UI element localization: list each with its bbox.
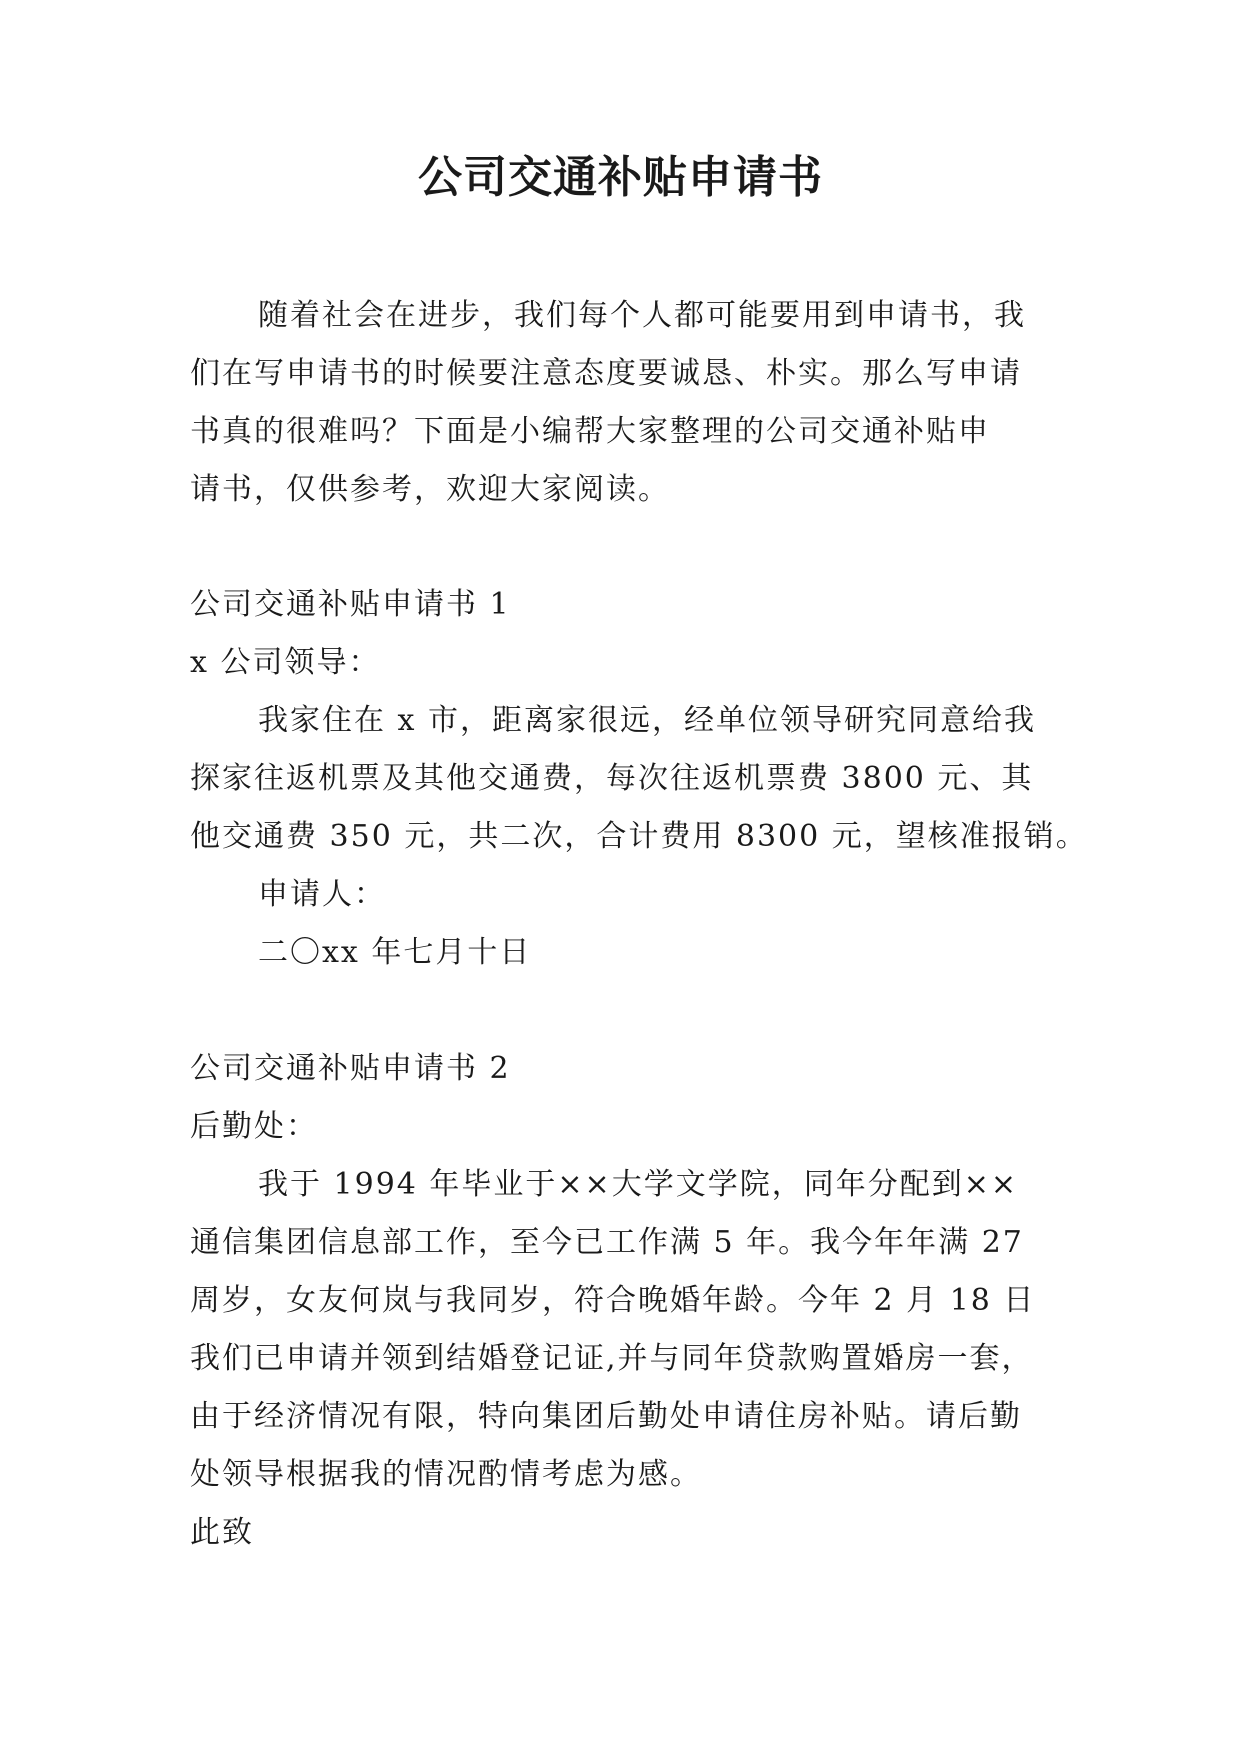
letter1-body-line-3: 他交通费 350 元，共二次，合计费用 8300 元，望核准报销。 bbox=[190, 819, 1088, 854]
letter1-body-line-2: 探家往返机票及其他交通费，每次往返机票费 3800 元、其 bbox=[190, 761, 1034, 796]
intro-line-1: 随着社会在进步，我们每个人都可能要用到申请书，我 bbox=[258, 298, 1026, 333]
letter1-applicant: 申请人： bbox=[258, 877, 386, 912]
letter2-body-line-2: 通信集团信息部工作，至今已工作满 5 年。我今年年满 27 bbox=[190, 1225, 1024, 1260]
letter2-body-line-1: 我于 1994 年毕业于××大学文学院，同年分配到×× bbox=[258, 1167, 1018, 1202]
letter2-closing: 此致 bbox=[190, 1515, 254, 1550]
intro-line-2: 们在写申请书的时候要注意态度要诚恳、朴实。那么写申请 bbox=[190, 356, 1022, 391]
letter2-body-line-3: 周岁，女友何岚与我同岁，符合晚婚年龄。今年 2 月 18 日 bbox=[190, 1283, 1036, 1318]
letter2-body-line-5: 由于经济情况有限，特向集团后勤处申请住房补贴。请后勤 bbox=[190, 1399, 1022, 1434]
intro-line-4: 请书，仅供参考，欢迎大家阅读。 bbox=[190, 472, 670, 507]
letter2-salutation: 后勤处： bbox=[190, 1109, 318, 1144]
letter1-heading: 公司交通补贴申请书 1 bbox=[190, 587, 511, 622]
letter1-body-line-1: 我家住在 x 市，距离家很远，经单位领导研究同意给我 bbox=[258, 703, 1036, 738]
document-title: 公司交通补贴申请书 bbox=[418, 152, 823, 203]
letter1-date: 二〇xx 年七月十日 bbox=[258, 935, 532, 970]
letter2-body-line-4: 我们已申请并领到结婚登记证,并与同年贷款购置婚房一套， bbox=[190, 1341, 1034, 1376]
letter2-heading: 公司交通补贴申请书 2 bbox=[190, 1051, 511, 1086]
letter1-salutation: x 公司领导： bbox=[190, 645, 381, 680]
intro-line-3: 书真的很难吗？下面是小编帮大家整理的公司交通补贴申 bbox=[190, 414, 990, 449]
letter2-body-line-6: 处领导根据我的情况酌情考虑为感。 bbox=[190, 1457, 702, 1492]
